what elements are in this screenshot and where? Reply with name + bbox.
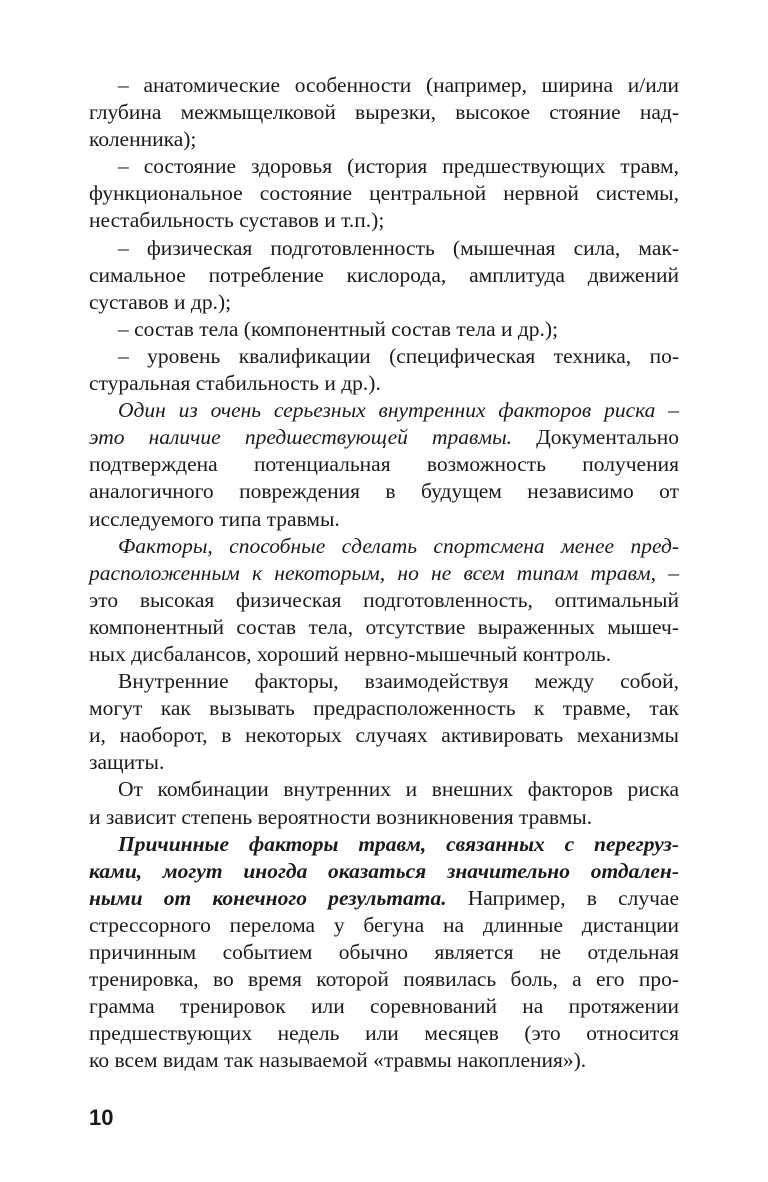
text-line: функциональное состояние центральной нервной системы, bbox=[89, 181, 679, 206]
text-line: расположенным к некоторым, но не всем типам травм, – bbox=[89, 560, 679, 585]
text-line: – анатомические особенности (например, ширина и/или bbox=[118, 73, 679, 97]
text-line: и, наоборот, в некоторых случаях активировать механизмы bbox=[89, 723, 679, 748]
text-line: грамма тренировок или соревнований на протяжении bbox=[89, 994, 679, 1019]
text-line: тренировка, во время которой появилась боль, а его про- bbox=[89, 967, 679, 992]
text-line: – физическая подготовленность (мышечная сила, мак- bbox=[118, 235, 679, 260]
text-line: глубина межмыщелковой вырезки, высокое стояние над- bbox=[89, 100, 679, 125]
text-line: Факторы, способные сделать спортсмена менее пред- bbox=[118, 533, 679, 558]
text-line: защиты. bbox=[89, 750, 165, 775]
text-line: ками, могут иногда оказаться значительно отдален- bbox=[89, 858, 679, 883]
text-line: исследуемого типа травмы. bbox=[89, 506, 340, 531]
body-text bbox=[89, 72, 679, 1074]
text-line: От комбинации внутренних и внешних факторов риска bbox=[118, 777, 679, 802]
text-line: – состояние здоровья (история предшествующих травм, bbox=[118, 154, 679, 179]
text-line: стуральная стабильность и др.). bbox=[89, 371, 381, 396]
text-line: – состав тела (компонентный состав тела и др.); bbox=[118, 316, 559, 341]
text-line: аналогичного повреждения в будущем независимо от bbox=[89, 479, 679, 504]
text-line: ными от конечного результата. Например, в случае bbox=[89, 885, 679, 910]
text-line: симальное потребление кислорода, амплитуда движений bbox=[89, 262, 679, 287]
text-line: Причинные факторы травм, связанных с перегруз- bbox=[118, 831, 679, 856]
page-number: 10 bbox=[89, 1105, 114, 1130]
text-line: коленника); bbox=[89, 127, 197, 152]
text-line: Внутренние факторы, взаимодействуя между собой, bbox=[118, 669, 679, 694]
text-line: это высокая физическая подготовленность, оптимальный bbox=[89, 587, 679, 612]
text-line: ко всем видам так называемой «травмы накопления»). bbox=[89, 1048, 587, 1073]
text-line: суставов и др.); bbox=[89, 289, 232, 314]
text-line: подтверждена потенциальная возможность получения bbox=[89, 452, 679, 477]
text-line: могут как вызывать предрасположенность к травме, так bbox=[89, 696, 679, 721]
text-line: предшествующих недель или месяцев (это относится bbox=[89, 1021, 679, 1046]
text-line: – уровень квалификации (специфическая техника, по- bbox=[118, 343, 679, 368]
text-line: это наличие предшествующей травмы. Документально bbox=[89, 425, 680, 450]
text-line: и зависит степень вероятности возникновения травмы. bbox=[89, 804, 593, 829]
text-line: компонентный состав тела, отсутствие выраженных мышеч- bbox=[89, 614, 679, 639]
text-line: ных дисбалансов, хороший нервно-мышечный контроль. bbox=[89, 641, 612, 666]
text-line: Один из очень серьезных внутренних факторов риска – bbox=[118, 398, 679, 423]
text-line: причинным событием обычно является не отдельная bbox=[89, 940, 679, 964]
text-line: нестабильность суставов и т.п.); bbox=[89, 208, 385, 233]
text-line: стрессорного перелома у бегуна на длинные дистанции bbox=[89, 912, 679, 937]
